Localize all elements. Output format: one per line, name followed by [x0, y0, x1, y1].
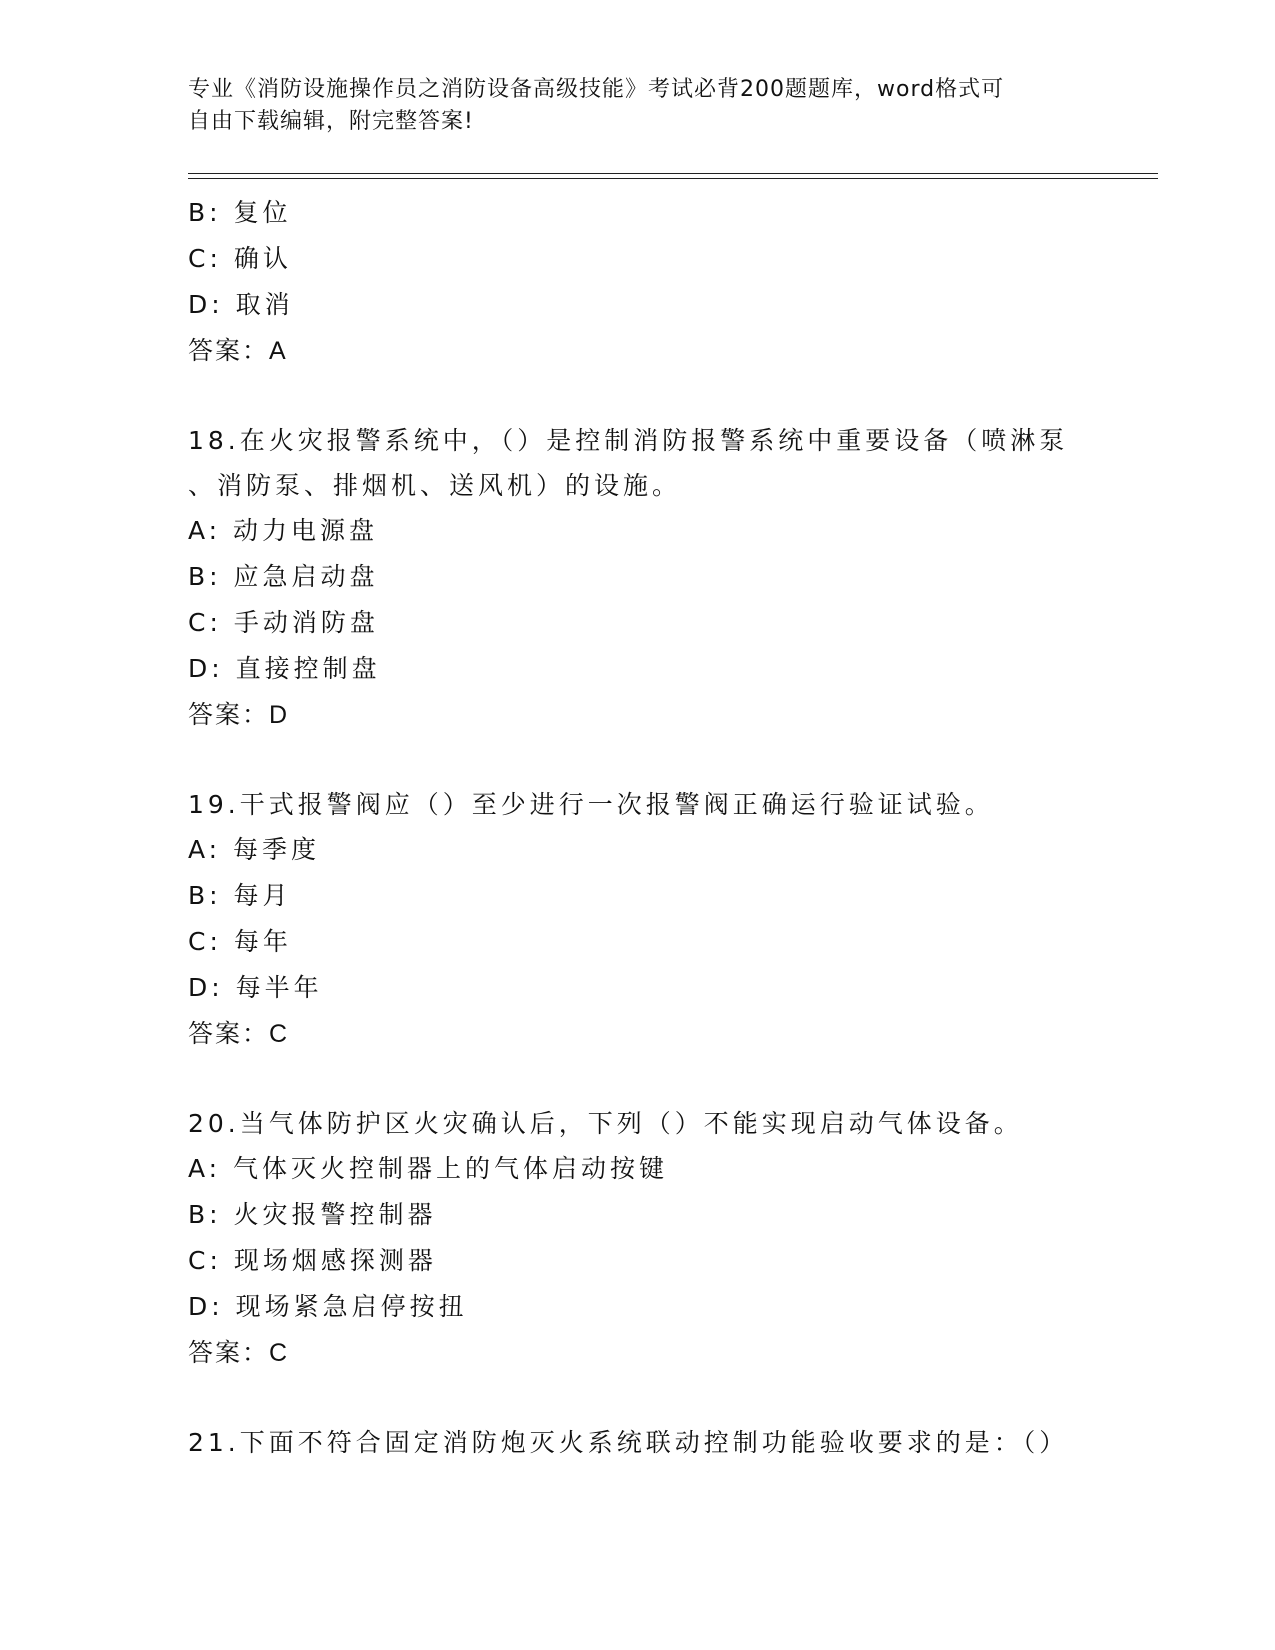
question-stem: 20.当气体防护区火灾确认后，下列（）不能实现启动气体设备。 — [188, 1109, 1023, 1138]
document-header — [188, 74, 1088, 138]
option-a: A: 气体灭火控制器上的气体启动按键 — [188, 1154, 669, 1183]
option-d: D: 现场紧急启停按扭 — [188, 1292, 468, 1321]
option-d: D: 每半年 — [188, 973, 323, 1002]
continued-question — [188, 190, 1118, 374]
option-a: A: 动力电源盘 — [188, 516, 379, 545]
option-b: B: 火灾报警控制器 — [188, 1200, 437, 1229]
option-d: D: 取消 — [188, 290, 294, 319]
answer-line: 答案：C — [188, 1339, 290, 1367]
question-stem: 19.干式报警阀应（）至少进行一次报警阀正确运行验证试验。 — [188, 790, 994, 819]
question-19 — [188, 782, 1118, 1057]
spacer — [188, 1376, 1118, 1420]
option-c: C: 手动消防盘 — [188, 608, 379, 637]
spacer — [188, 1057, 1118, 1101]
option-c: C: 确认 — [188, 244, 292, 273]
header-line-1: 专业《消防设施操作员之消防设备高级技能》考试必背200题题库，word格式可 — [188, 77, 1005, 102]
spacer — [188, 374, 1118, 418]
question-18 — [188, 418, 1118, 738]
option-c: C: 每年 — [188, 927, 292, 956]
question-content — [188, 190, 1118, 1465]
option-a: A: 每季度 — [188, 835, 321, 864]
question-stem-continued: 、消防泵、排烟机、送风机）的设施。 — [188, 471, 682, 500]
spacer — [188, 738, 1118, 782]
answer-line: 答案：C — [188, 1020, 290, 1048]
question-stem: 21.下面不符合固定消防炮灭火系统联动控制功能验收要求的是：（） — [188, 1428, 1069, 1457]
option-b: B: 每月 — [188, 881, 292, 910]
question-20 — [188, 1101, 1118, 1376]
option-c: C: 现场烟感探测器 — [188, 1246, 437, 1275]
question-21 — [188, 1420, 1118, 1465]
answer-line: 答案：D — [188, 701, 290, 729]
header-divider-bottom — [188, 178, 1158, 179]
option-d: D: 直接控制盘 — [188, 654, 381, 683]
option-b: B: 复位 — [188, 198, 292, 227]
question-stem: 18.在火灾报警系统中，（）是控制消防报警系统中重要设备（喷淋泵 — [188, 426, 1069, 455]
option-b: B: 应急启动盘 — [188, 562, 379, 591]
answer-line: 答案：A — [188, 337, 288, 365]
header-divider-top — [188, 173, 1158, 174]
header-line-2: 自由下载编辑，附完整答案! — [188, 109, 474, 134]
